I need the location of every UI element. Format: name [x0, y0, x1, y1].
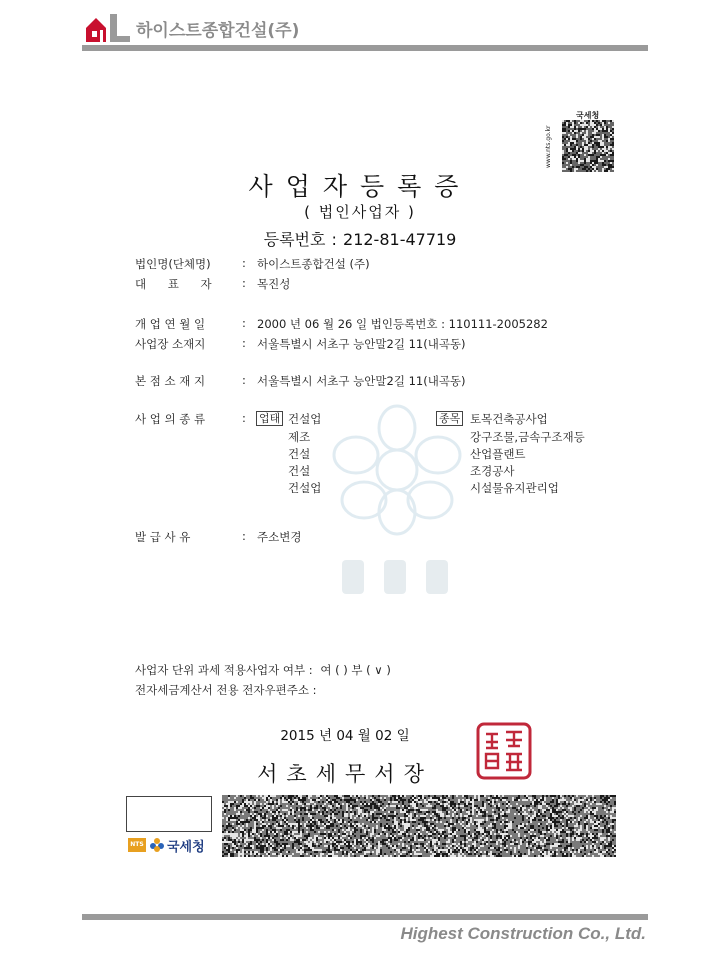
business-type-tag: 업태: [256, 411, 283, 426]
nts-tag: NTS: [128, 838, 146, 852]
business-item-tag: 종목: [436, 411, 463, 426]
business-type: 건설: [288, 447, 311, 461]
business-item: 토목건축공사업: [470, 412, 548, 426]
footer-rule: [82, 914, 648, 920]
nts-name: 국세청: [167, 840, 205, 855]
field-value: 주소변경: [257, 530, 302, 544]
field-label: 사업장 소재지: [135, 337, 206, 351]
registration-number-value: 212-81-47719: [343, 230, 457, 249]
security-pattern: [222, 795, 616, 857]
business-type: 건설: [288, 464, 311, 478]
field-label: 사 업 의 종 류: [135, 412, 206, 426]
field-colon: :: [242, 276, 246, 290]
field-label: 대 표 자: [135, 277, 212, 291]
company-name: 하이스트종합건설(주): [136, 21, 300, 41]
field-value: 2000 년 06 월 26 일 법인등록번호 : 110111-2005282: [257, 317, 548, 331]
nts-logo: [128, 836, 214, 854]
field-colon: :: [242, 336, 246, 350]
field-label: 개 업 연 월 일: [135, 317, 206, 331]
company-logo-icon: [84, 12, 132, 42]
tax-office-name: 서초세무서장: [257, 762, 433, 786]
field-colon: :: [242, 316, 246, 330]
tax-unit-value: 여 ( ) 부 ( ∨ ): [320, 663, 391, 677]
tax-unit-label: 사업자 단위 과세 적용사업자 여부 :: [135, 663, 313, 677]
business-type: 제조: [288, 430, 311, 444]
qr-url: www.nts.go.kr: [545, 125, 552, 168]
email-label: 전자세금계산서 전용 전자우편주소 :: [135, 683, 317, 697]
business-item: 조경공사: [470, 464, 515, 478]
business-item: 시설물유지관리업: [470, 481, 559, 495]
footer-company-name: Highest Construction Co., Ltd.: [400, 924, 646, 943]
email-line: [135, 682, 316, 698]
certificate-subtitle: ( 법인사업자 ): [304, 203, 416, 221]
field-colon: :: [242, 411, 246, 425]
watermark-emblem-icon: [322, 400, 472, 610]
field-colon: :: [242, 373, 246, 387]
business-type: 건설업: [288, 412, 322, 426]
qr-label: 국세청: [576, 111, 600, 120]
field-value: 서울특별시 서초구 능안말2길 11(내곡동): [257, 337, 466, 351]
field-value: 하이스트종합건설 (주): [257, 257, 370, 271]
stamp-box: [126, 796, 212, 832]
registration-number-label: 등록번호 :: [263, 230, 344, 249]
field-label: 법인명(단체명): [135, 257, 211, 271]
certificate-title: 사업자등록증: [248, 172, 472, 201]
business-item: 강구조물,금속구조재등: [470, 430, 585, 444]
business-type: 건설업: [288, 481, 322, 495]
field-value: 서울특별시 서초구 능안말2길 11(내곡동): [257, 374, 466, 388]
issue-date: 2015 년 04 월 02 일: [280, 728, 410, 744]
registration-number: [0, 227, 720, 250]
field-colon: :: [242, 256, 246, 270]
field-colon: :: [242, 529, 246, 543]
tax-unit-line: [135, 662, 391, 678]
official-seal-icon: [476, 722, 532, 780]
field-value: 목진성: [257, 277, 291, 291]
business-item: 산업플랜트: [470, 447, 526, 461]
field-label: 본 점 소 재 지: [135, 374, 206, 388]
header-rule: [82, 45, 648, 51]
field-label: 발 급 사 유: [135, 530, 191, 544]
nts-emblem-icon: [149, 837, 165, 853]
